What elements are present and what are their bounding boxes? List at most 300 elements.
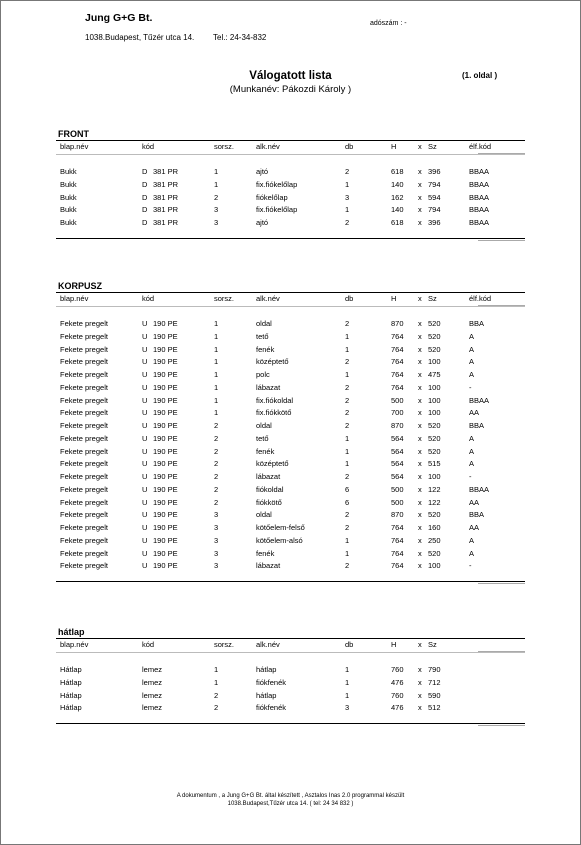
cell-alk: tető xyxy=(256,331,269,341)
cell-db: 2 xyxy=(345,357,350,367)
table-row xyxy=(0,459,581,472)
cell-sorsz: 2 xyxy=(214,421,219,430)
cell-kod2: 190 PE xyxy=(153,395,178,405)
table-row xyxy=(0,205,581,218)
cell-db: 1 xyxy=(345,331,350,341)
cell-sorsz: 3 xyxy=(214,535,219,545)
cell-db: 6 xyxy=(345,497,350,507)
cell-sz: 520 xyxy=(428,319,441,328)
cell-sorsz: 1 xyxy=(214,677,219,687)
column-header-blap: blap.név xyxy=(60,640,89,649)
column-header-h: H xyxy=(391,142,397,151)
cell-db: 1 xyxy=(345,446,350,456)
cell-h: 476 xyxy=(391,703,404,713)
column-header-sz: Sz xyxy=(428,142,437,151)
cell-sz: 520 xyxy=(428,433,441,443)
section-bottom-rule xyxy=(56,723,525,724)
section-top-rule xyxy=(56,140,525,141)
cell-alk: fiókoldal xyxy=(256,484,284,494)
cell-db: 2 xyxy=(345,510,350,520)
cell-blap: Fekete pregelt xyxy=(60,370,108,379)
cell-blap: Fekete pregelt xyxy=(60,472,108,481)
column-header-sorsz: sorsz. xyxy=(214,294,235,303)
cell-sorsz: 1 xyxy=(214,395,219,405)
cell-blap: Fekete pregelt xyxy=(60,561,108,571)
cell-kod2: 190 PE xyxy=(153,459,178,469)
cell-sz: 100 xyxy=(428,382,441,392)
cell-alk: kötőelem-felső xyxy=(256,523,305,532)
cell-sz: 396 xyxy=(428,167,441,176)
cell-elf: BBAA xyxy=(469,179,490,189)
cell-sorsz: 3 xyxy=(214,205,219,215)
table-row xyxy=(0,319,581,332)
header-underline xyxy=(56,652,525,653)
table-row xyxy=(0,345,581,358)
cell-sorsz: 1 xyxy=(214,319,219,328)
cell-blap: Bukk xyxy=(60,179,77,189)
section-top-rule xyxy=(56,292,525,293)
cell-sz: 122 xyxy=(428,497,441,507)
table-row xyxy=(0,421,581,434)
cell-elf: BBAA xyxy=(469,218,490,227)
column-header-alk: alk.név xyxy=(256,142,280,151)
cell-alk: hátlap xyxy=(256,665,277,674)
cell-kod1: D xyxy=(142,179,148,189)
cell-kod1: U xyxy=(142,497,148,507)
cell-kod2: 190 PE xyxy=(153,408,178,418)
cell-db: 1 xyxy=(345,205,350,215)
cell-db: 1 xyxy=(345,665,350,674)
cell-elf: A xyxy=(469,535,475,545)
cell-x: x xyxy=(418,690,422,700)
cell-blap: Fekete pregelt xyxy=(60,484,108,494)
cell-kod1: D xyxy=(142,167,148,176)
cell-sz: 250 xyxy=(428,535,441,545)
cell-kod1: lemez xyxy=(142,690,163,700)
cell-x: x xyxy=(418,561,422,571)
cell-sorsz: 1 xyxy=(214,370,219,379)
cell-elf: - xyxy=(469,382,472,392)
cell-kod1: U xyxy=(142,484,148,494)
cell-h: 500 xyxy=(391,497,404,507)
cell-blap: Fekete pregelt xyxy=(60,510,108,520)
table-row xyxy=(0,472,581,485)
column-header-h: H xyxy=(391,294,397,303)
cell-x: x xyxy=(418,192,422,202)
cell-kod2: 190 PE xyxy=(153,357,178,367)
cell-alk: fix.fiókkötő xyxy=(256,408,292,418)
cell-db: 2 xyxy=(345,319,350,328)
cell-kod2: 190 PE xyxy=(153,433,178,443)
cell-kod2: 190 PE xyxy=(153,344,178,354)
cell-kod1: U xyxy=(142,344,148,354)
cell-h: 140 xyxy=(391,205,404,215)
cell-kod1: U xyxy=(142,408,148,418)
cell-h: 564 xyxy=(391,459,404,469)
cell-sz: 712 xyxy=(428,677,441,687)
cell-h: 764 xyxy=(391,548,404,558)
cell-x: x xyxy=(418,179,422,189)
cell-x: x xyxy=(418,497,422,507)
cell-h: 870 xyxy=(391,421,404,430)
cell-sz: 100 xyxy=(428,561,441,571)
cell-blap: Hátlap xyxy=(60,690,82,700)
cell-kod1: D xyxy=(142,218,148,227)
table-row xyxy=(0,434,581,447)
cell-sorsz: 3 xyxy=(214,218,219,227)
cell-alk: fenék xyxy=(256,344,275,354)
cell-elf: A xyxy=(469,344,475,354)
cell-kod2: 381 PR xyxy=(153,205,179,215)
cell-elf: AA xyxy=(469,523,480,532)
cell-blap: Bukk xyxy=(60,205,77,215)
table-row xyxy=(0,447,581,460)
cell-elf: A xyxy=(469,548,475,558)
table-row xyxy=(0,561,581,574)
cell-db: 1 xyxy=(345,690,350,700)
cell-blap: Fekete pregelt xyxy=(60,548,108,558)
company-name: Jung G+G Bt. xyxy=(85,12,153,24)
cell-db: 2 xyxy=(345,382,350,392)
table-row xyxy=(0,536,581,549)
column-header-kod: kód xyxy=(142,640,155,649)
cell-kod2: 190 PE xyxy=(153,497,178,507)
cell-sz: 160 xyxy=(428,523,441,532)
cell-x: x xyxy=(418,370,422,379)
table-row xyxy=(0,357,581,370)
cell-x: x xyxy=(418,331,422,341)
cell-kod1: lemez xyxy=(142,665,163,674)
cell-blap: Bukk xyxy=(60,218,77,227)
cell-alk: polc xyxy=(256,370,270,379)
cell-db: 1 xyxy=(345,370,350,379)
table-row xyxy=(0,498,581,511)
cell-sz: 790 xyxy=(428,665,441,674)
cell-kod2: 190 PE xyxy=(153,472,178,481)
cell-sorsz: 1 xyxy=(214,408,219,418)
cell-sz: 520 xyxy=(428,344,441,354)
cell-db: 1 xyxy=(345,344,350,354)
cell-alk: fiókkötő xyxy=(256,497,282,507)
cell-sz: 100 xyxy=(428,472,441,481)
cell-alk: hátlap xyxy=(256,690,277,700)
section-title: FRONT xyxy=(58,129,89,139)
cell-elf: AA xyxy=(469,408,480,418)
cell-db: 1 xyxy=(345,459,350,469)
cell-alk: lábazat xyxy=(256,561,281,571)
cell-db: 1 xyxy=(345,535,350,545)
table-row xyxy=(0,180,581,193)
cell-x: x xyxy=(418,421,422,430)
cell-sz: 594 xyxy=(428,192,441,202)
table-row xyxy=(0,193,581,206)
cell-kod2: 190 PE xyxy=(153,523,178,532)
table-row xyxy=(0,218,581,231)
cell-h: 764 xyxy=(391,382,404,392)
cell-x: x xyxy=(418,677,422,687)
cell-kod1: U xyxy=(142,421,148,430)
cell-blap: Fekete pregelt xyxy=(60,395,108,405)
cell-h: 564 xyxy=(391,446,404,456)
cell-sz: 520 xyxy=(428,510,441,520)
cell-x: x xyxy=(418,395,422,405)
section-top-rule xyxy=(56,638,525,639)
footer-line-1: A dokumentum , a Jung G+G Bt. által készített , Asztalos Inas 2.0 programmal készült xyxy=(176,793,405,799)
cell-x: x xyxy=(418,167,422,176)
cell-kod1: D xyxy=(142,205,148,215)
cell-sorsz: 3 xyxy=(214,548,219,558)
cell-alk: tető xyxy=(256,433,269,443)
cell-sorsz: 2 xyxy=(214,690,219,700)
cell-elf: BBA xyxy=(469,510,485,520)
table-row xyxy=(0,665,581,678)
cell-sorsz: 2 xyxy=(214,459,219,469)
cell-sz: 396 xyxy=(428,218,441,227)
cell-kod1: U xyxy=(142,561,148,571)
cell-alk: ajtó xyxy=(256,218,269,227)
cell-h: 760 xyxy=(391,690,404,700)
cell-sorsz: 2 xyxy=(214,192,219,202)
cell-db: 6 xyxy=(345,484,350,494)
table-row xyxy=(0,523,581,536)
column-header-elf: élf.kód xyxy=(469,294,492,303)
table-row xyxy=(0,703,581,716)
cell-alk: oldal xyxy=(256,421,272,430)
cell-kod2: 381 PR xyxy=(153,179,179,189)
cell-h: 618 xyxy=(391,167,404,176)
section-title: hátlap xyxy=(58,627,85,637)
cell-sorsz: 1 xyxy=(214,331,219,341)
cell-sorsz: 3 xyxy=(214,561,219,571)
cell-elf: BBAA xyxy=(469,484,490,494)
cell-sorsz: 1 xyxy=(214,382,219,392)
cell-db: 3 xyxy=(345,192,350,202)
cell-db: 1 xyxy=(345,179,350,189)
cell-alk: középtető xyxy=(256,357,289,367)
cell-blap: Fekete pregelt xyxy=(60,535,108,545)
column-header-sorsz: sorsz. xyxy=(214,640,235,649)
column-header-kod: kód xyxy=(142,294,155,303)
cell-alk: fenék xyxy=(256,548,275,558)
cell-x: x xyxy=(418,665,422,674)
cell-alk: oldal xyxy=(256,319,272,328)
cell-x: x xyxy=(418,357,422,367)
cell-sz: 100 xyxy=(428,357,441,367)
cell-x: x xyxy=(418,472,422,481)
cell-db: 1 xyxy=(345,433,350,443)
cell-sorsz: 1 xyxy=(214,665,219,674)
cell-alk: fix.fiókoldal xyxy=(256,395,294,405)
cell-kod1: U xyxy=(142,382,148,392)
header-underline-accent xyxy=(478,153,525,154)
cell-x: x xyxy=(418,319,422,328)
cell-h: 764 xyxy=(391,523,404,532)
cell-h: 564 xyxy=(391,433,404,443)
cell-sorsz: 2 xyxy=(214,472,219,481)
cell-elf: A xyxy=(469,370,475,379)
cell-h: 870 xyxy=(391,510,404,520)
cell-h: 764 xyxy=(391,370,404,379)
cell-kod1: U xyxy=(142,331,148,341)
cell-kod1: U xyxy=(142,459,148,469)
cell-alk: kötőelem-alsó xyxy=(256,535,303,545)
column-header-kod: kód xyxy=(142,142,155,151)
cell-alk: középtető xyxy=(256,459,289,469)
cell-alk: fenék xyxy=(256,446,275,456)
cell-sorsz: 2 xyxy=(214,484,219,494)
cell-sz: 100 xyxy=(428,395,441,405)
cell-sz: 122 xyxy=(428,484,441,494)
cell-blap: Fekete pregelt xyxy=(60,382,108,392)
section-title: KORPUSZ xyxy=(58,281,103,291)
cell-h: 764 xyxy=(391,344,404,354)
table-row xyxy=(0,370,581,383)
cell-kod2: 190 PE xyxy=(153,370,178,379)
column-header-elf: élf.kód xyxy=(469,142,492,151)
cell-x: x xyxy=(418,703,422,713)
cell-sorsz: 1 xyxy=(214,344,219,354)
cell-h: 476 xyxy=(391,677,404,687)
cell-h: 764 xyxy=(391,535,404,545)
page-subtitle: (Munkanév: Pákozdi Károly ) xyxy=(229,84,352,95)
cell-db: 1 xyxy=(345,548,350,558)
cell-kod1: U xyxy=(142,357,148,367)
cell-alk: fiókfenék xyxy=(256,703,287,713)
cell-x: x xyxy=(418,446,422,456)
cell-h: 870 xyxy=(391,319,404,328)
table-row xyxy=(0,691,581,704)
cell-kod1: U xyxy=(142,433,148,443)
cell-kod2: 190 PE xyxy=(153,548,178,558)
cell-sorsz: 1 xyxy=(214,357,219,367)
cell-blap: Hátlap xyxy=(60,703,82,713)
cell-blap: Fekete pregelt xyxy=(60,331,108,341)
cell-h: 764 xyxy=(391,357,404,367)
cell-elf: A xyxy=(469,459,475,469)
cell-kod2: 190 PE xyxy=(153,535,178,545)
cell-sorsz: 2 xyxy=(214,433,219,443)
cell-alk: lábazat xyxy=(256,472,281,481)
page-title: Válogatott lista xyxy=(249,70,332,82)
cell-sorsz: 2 xyxy=(214,446,219,456)
cell-sz: 515 xyxy=(428,459,441,469)
cell-blap: Fekete pregelt xyxy=(60,357,108,367)
cell-elf: BBAA xyxy=(469,395,490,405)
cell-sorsz: 2 xyxy=(214,703,219,713)
cell-blap: Bukk xyxy=(60,192,77,202)
cell-x: x xyxy=(418,548,422,558)
column-header-sz: Sz xyxy=(428,294,437,303)
cell-h: 764 xyxy=(391,331,404,341)
cell-elf: BBA xyxy=(469,421,485,430)
cell-blap: Fekete pregelt xyxy=(60,421,108,430)
cell-x: x xyxy=(418,205,422,215)
column-header-x: x xyxy=(418,294,422,303)
cell-kod2: 190 PE xyxy=(153,484,178,494)
cell-elf: AA xyxy=(469,497,480,507)
cell-kod1: U xyxy=(142,548,148,558)
cell-blap: Fekete pregelt xyxy=(60,497,108,507)
cell-elf: A xyxy=(469,446,475,456)
cell-kod1: U xyxy=(142,395,148,405)
cell-h: 140 xyxy=(391,179,404,189)
cell-x: x xyxy=(418,344,422,354)
cell-h: 764 xyxy=(391,561,404,571)
cell-kod1: lemez xyxy=(142,703,163,713)
cell-h: 500 xyxy=(391,395,404,405)
cell-db: 2 xyxy=(345,408,350,418)
cell-blap: Fekete pregelt xyxy=(60,344,108,354)
cell-db: 2 xyxy=(345,395,350,405)
cell-sorsz: 1 xyxy=(214,167,219,176)
cell-sz: 520 xyxy=(428,421,441,430)
cell-kod2: 190 PE xyxy=(153,331,178,341)
cell-kod2: 190 PE xyxy=(153,319,178,328)
cell-sz: 520 xyxy=(428,331,441,341)
table-row xyxy=(0,485,581,498)
footer-line-2: 1038.Budapest,Tűzér utca 14. ( tel: 24 34 832 ) xyxy=(227,801,354,807)
header-underline-accent xyxy=(478,305,525,306)
cell-kod2: 381 PR xyxy=(153,192,179,202)
cell-kod1: U xyxy=(142,510,148,520)
column-header-x: x xyxy=(418,640,422,649)
cell-x: x xyxy=(418,535,422,545)
cell-elf: BBA xyxy=(469,319,485,328)
table-row xyxy=(0,332,581,345)
cell-db: 2 xyxy=(345,167,350,176)
table-row xyxy=(0,678,581,691)
cell-alk: lábazat xyxy=(256,382,281,392)
column-header-x: x xyxy=(418,142,422,151)
section-bottom-accent xyxy=(478,583,525,584)
cell-sz: 520 xyxy=(428,446,441,456)
column-header-alk: alk.név xyxy=(256,640,280,649)
cell-kod1: U xyxy=(142,535,148,545)
table-row xyxy=(0,408,581,421)
cell-kod1: U xyxy=(142,370,148,379)
cell-blap: Fekete pregelt xyxy=(60,408,108,418)
column-header-blap: blap.név xyxy=(60,294,89,303)
cell-db: 2 xyxy=(345,523,350,532)
cell-db: 3 xyxy=(345,703,350,713)
cell-blap: Fekete pregelt xyxy=(60,319,108,328)
cell-db: 2 xyxy=(345,472,350,481)
cell-blap: Fekete pregelt xyxy=(60,433,108,443)
cell-h: 700 xyxy=(391,408,404,418)
cell-db: 2 xyxy=(345,561,350,571)
cell-sz: 100 xyxy=(428,408,441,418)
cell-sz: 794 xyxy=(428,205,441,215)
column-header-sz: Sz xyxy=(428,640,437,649)
cell-x: x xyxy=(418,523,422,532)
cell-alk: ajtó xyxy=(256,167,269,176)
column-header-blap: blap.név xyxy=(60,142,89,151)
cell-x: x xyxy=(418,484,422,494)
cell-blap: Fekete pregelt xyxy=(60,446,108,456)
cell-x: x xyxy=(418,408,422,418)
cell-x: x xyxy=(418,433,422,443)
column-header-db: db xyxy=(345,142,354,151)
section-bottom-accent xyxy=(478,240,525,241)
table-row xyxy=(0,549,581,562)
column-header-db: db xyxy=(345,294,354,303)
cell-elf: BBAA xyxy=(469,205,490,215)
column-header-db: db xyxy=(345,640,354,649)
column-header-alk: alk.név xyxy=(256,294,280,303)
cell-sorsz: 3 xyxy=(214,510,219,520)
cell-kod1: lemez xyxy=(142,677,163,687)
column-header-h: H xyxy=(391,640,397,649)
